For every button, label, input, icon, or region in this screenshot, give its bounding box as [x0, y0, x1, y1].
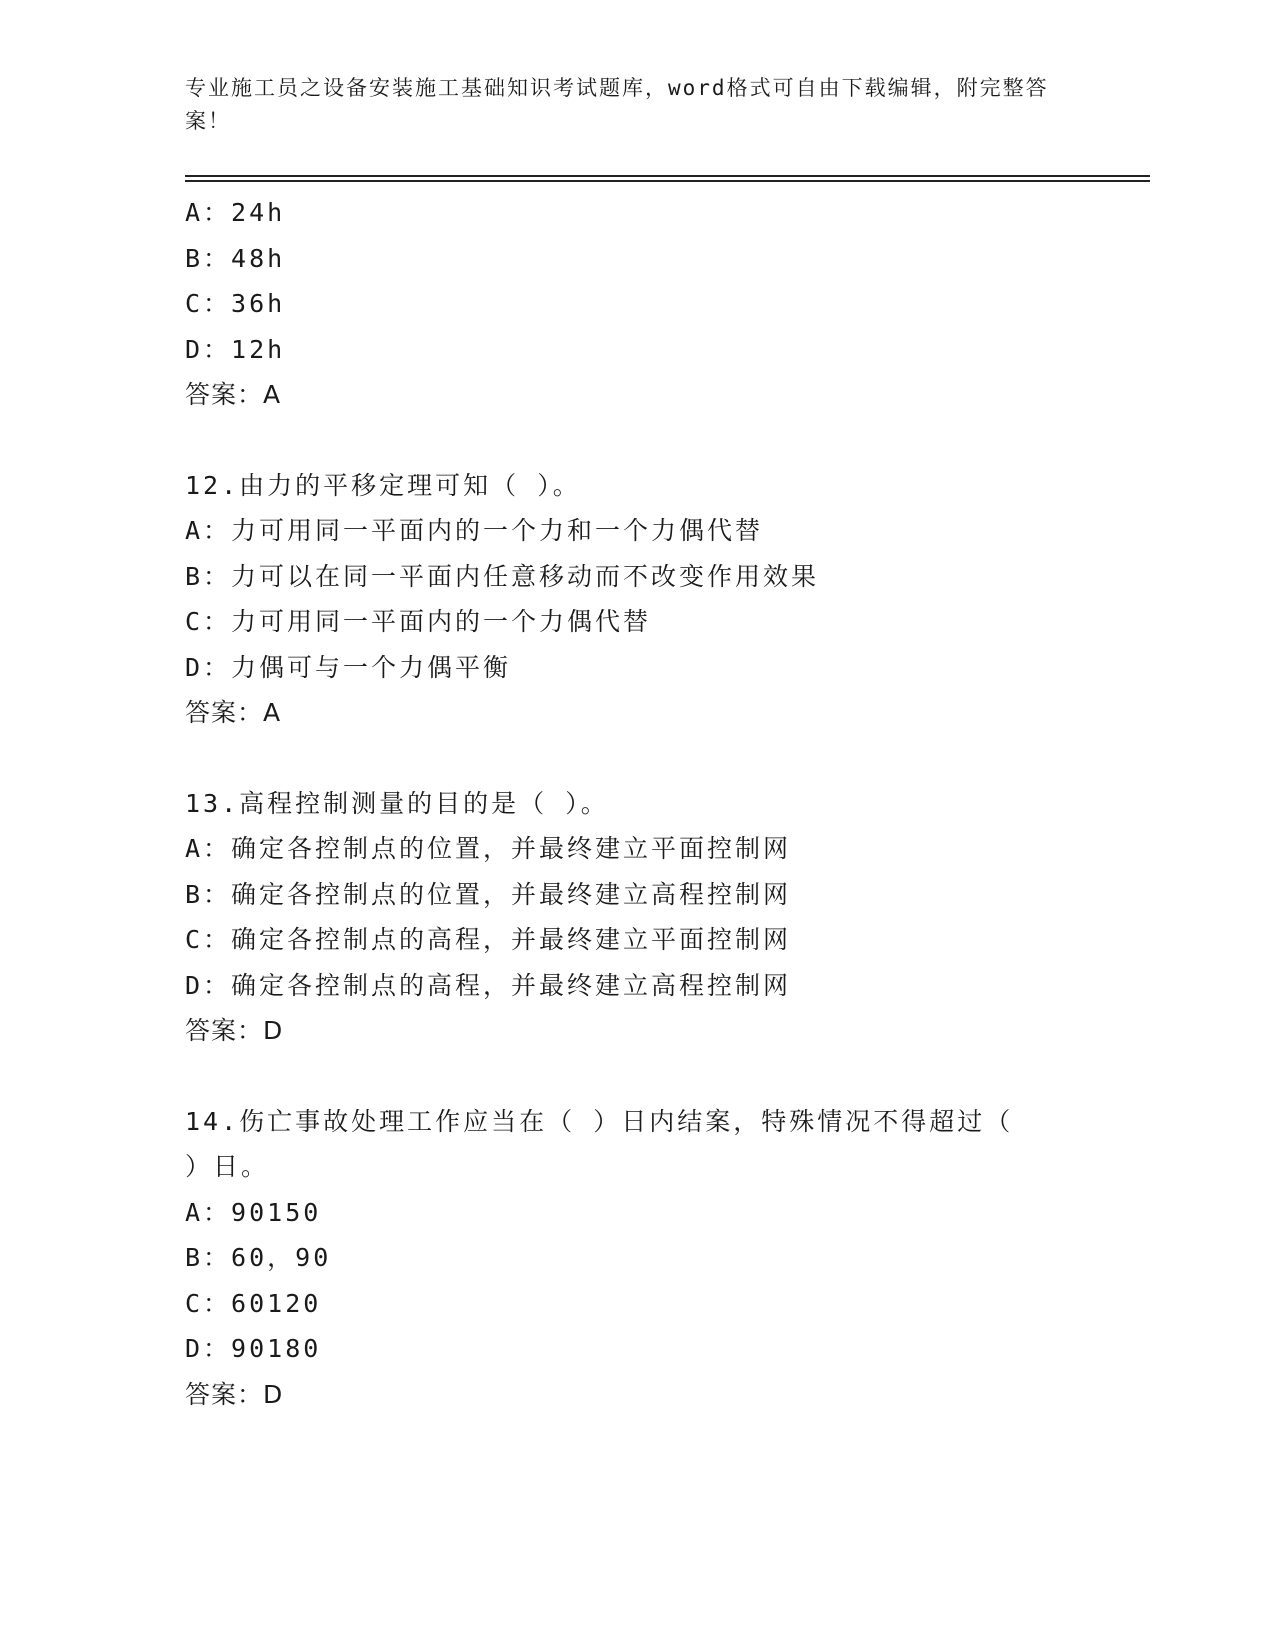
- option-c: C：36h: [185, 289, 286, 318]
- option-b: B：确定各控制点的位置，并最终建立高程控制网: [185, 879, 792, 909]
- option-b: B：60，90: [185, 1243, 332, 1272]
- answer-line: 答案：A: [185, 698, 282, 727]
- question-text: 13.高程控制测量的目的是（ ）。: [185, 788, 609, 818]
- document-title: 专业施工员之设备安装施工基础知识考试题库，word格式可自由下载编辑，附完整答案！: [185, 76, 1049, 133]
- option-a: A：24h: [185, 198, 286, 227]
- option-c: C：力可用同一平面内的一个力偶代替: [185, 607, 652, 636]
- question-block-partial: [185, 190, 1085, 418]
- option-a: A：90150: [185, 1197, 322, 1227]
- option-b: B：力可以在同一平面内任意移动而不改变作用效果: [185, 561, 820, 591]
- option-d: D：力偶可与一个力偶平衡: [185, 652, 512, 682]
- option-d: D：确定各控制点的高程，并最终建立高程控制网: [185, 970, 792, 1000]
- header-rule-bottom: [185, 180, 1150, 182]
- question-block-14: [185, 1099, 1085, 1418]
- document-header: [185, 72, 1065, 138]
- question-list: [185, 190, 1085, 1417]
- option-c: C：确定各控制点的高程，并最终建立平面控制网: [185, 925, 792, 954]
- spacer: [185, 736, 1085, 781]
- option-a: A：确定各控制点的位置，并最终建立平面控制网: [185, 834, 792, 863]
- header-rule-top: [185, 175, 1150, 177]
- answer-line: 答案：D: [185, 1016, 284, 1045]
- answer-line: 答案：D: [185, 1379, 284, 1409]
- question-text: 12.由力的平移定理可知（ ）。: [185, 470, 581, 500]
- answer-line: 答案：A: [185, 380, 282, 409]
- option-d: D：12h: [185, 334, 286, 364]
- question-block-13: [185, 781, 1085, 1054]
- spacer: [185, 418, 1085, 463]
- option-c: C：60120: [185, 1288, 322, 1318]
- option-d: D：90180: [185, 1334, 322, 1363]
- question-block-12: [185, 463, 1085, 736]
- option-a: A：力可用同一平面内的一个力和一个力偶代替: [185, 516, 764, 545]
- question-text: 14.伤亡事故处理工作应当在（ ）日内结案，特殊情况不得超过（ ）日。: [185, 1106, 1014, 1181]
- option-b: B：48h: [185, 243, 286, 273]
- spacer: [185, 1054, 1085, 1099]
